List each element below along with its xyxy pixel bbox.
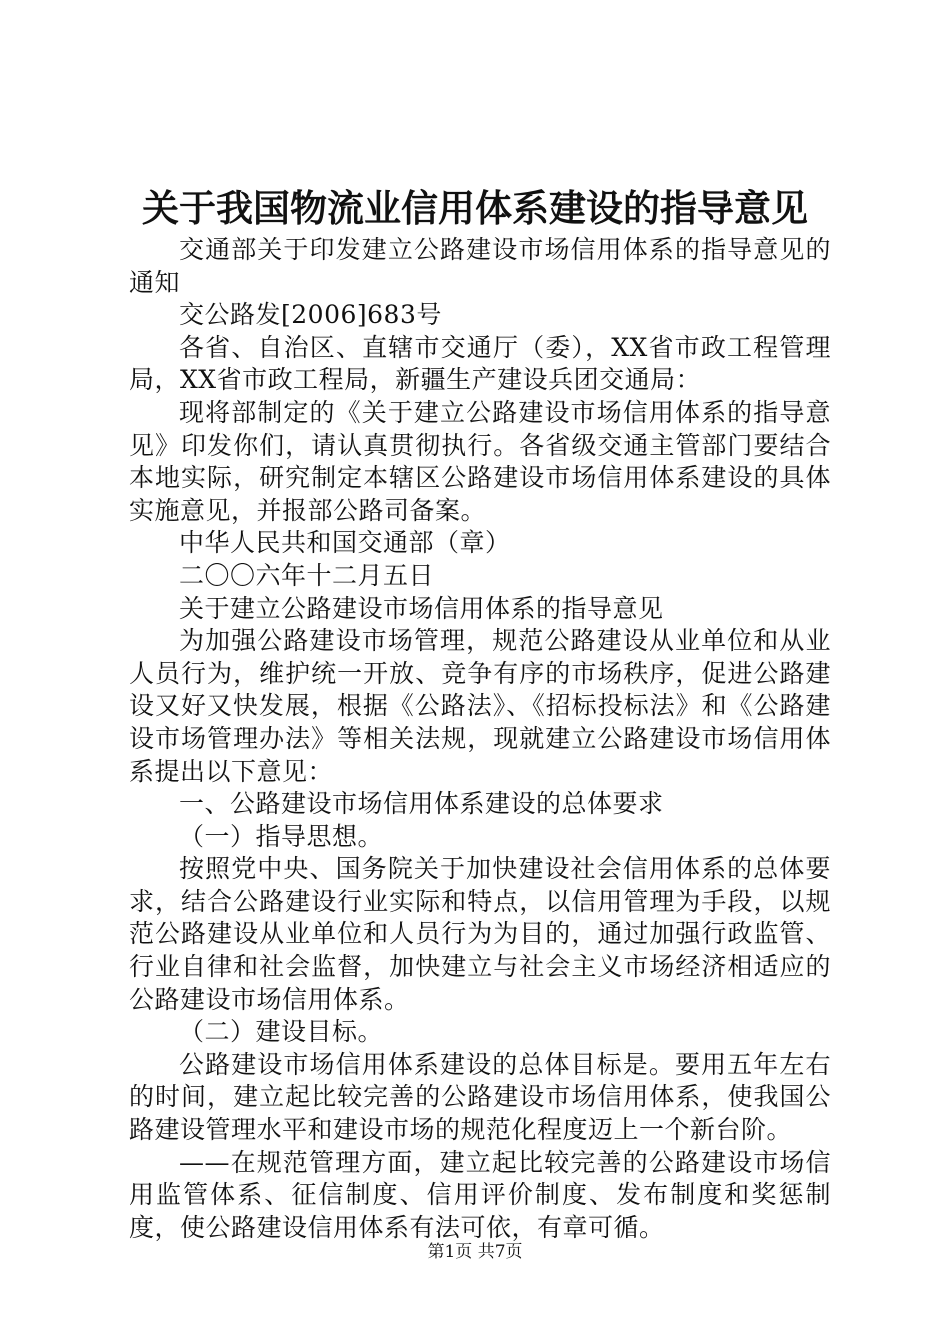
paragraph: 中华人民共和国交通部（章）: [179, 528, 511, 558]
document-title: 关于我国物流业信用体系建设的指导意见: [142, 187, 808, 230]
paragraph: 为加强公路建设市场管理，规范公路建设从业单位和从业人员行为，维护统一开放、竞争有序的市场秩序，促进公路建设又好又快发展，根据《公路法》、《招标投标法》和《公路建设市场管理办法》等相关法规，现就建立公路建设市场信用体系提出以下意见：: [129, 626, 831, 786]
paragraph: 一、公路建设市场信用体系建设的总体要求: [179, 789, 664, 819]
paragraph: 二〇〇六年十二月五日: [179, 560, 435, 590]
paragraph: 现将部制定的《关于建立公路建设市场信用体系的指导意见》印发你们，请认真贯彻执行。各省级交通主管部门要结合本地实际，研究制定本辖区公路建设市场信用体系建设的具体实施意见，并报部公路司备案。: [129, 397, 831, 525]
paragraph: ——在规范管理方面，建立起比较完善的公路建设市场信用监管体系、征信制度、信用评价制度、发布制度和奖惩制度，使公路建设信用体系有法可依，有章可循。: [129, 1147, 831, 1242]
page-footer: 第1页 共7页: [427, 1242, 523, 1262]
document-body: [129, 234, 831, 1244]
paragraph: 关于建立公路建设市场信用体系的指导意见: [179, 593, 664, 623]
paragraph: 公路建设市场信用体系建设的总体目标是。要用五年左右的时间，建立起比较完善的公路建设市场信用体系，使我国公路建设管理水平和建设市场的规范化程度迈上一个新台阶。: [129, 1049, 831, 1145]
paragraph: （一）指导思想。: [179, 821, 384, 851]
paragraph: （二）建设目标。: [179, 1017, 384, 1047]
paragraph: 各省、自治区、直辖市交通厅（委），XX省市政工程管理局，XX省市政工程局，新疆生产建设兵团交通局：: [129, 332, 831, 395]
paragraph: 交通部关于印发建立公路建设市场信用体系的指导意见的通知: [129, 235, 831, 297]
paragraph: 按照党中央、国务院关于加快建设社会信用体系的总体要求，结合公路建设行业实际和特点，以信用管理为手段，以规范公路建设从业单位和人员行为为目的，通过加强行政监管、行业自律和社会监督，加快建立与社会主义市场经济相适应的公路建设市场信用体系。: [129, 854, 831, 1014]
paragraph: 交公路发[2006]683号: [179, 300, 442, 330]
